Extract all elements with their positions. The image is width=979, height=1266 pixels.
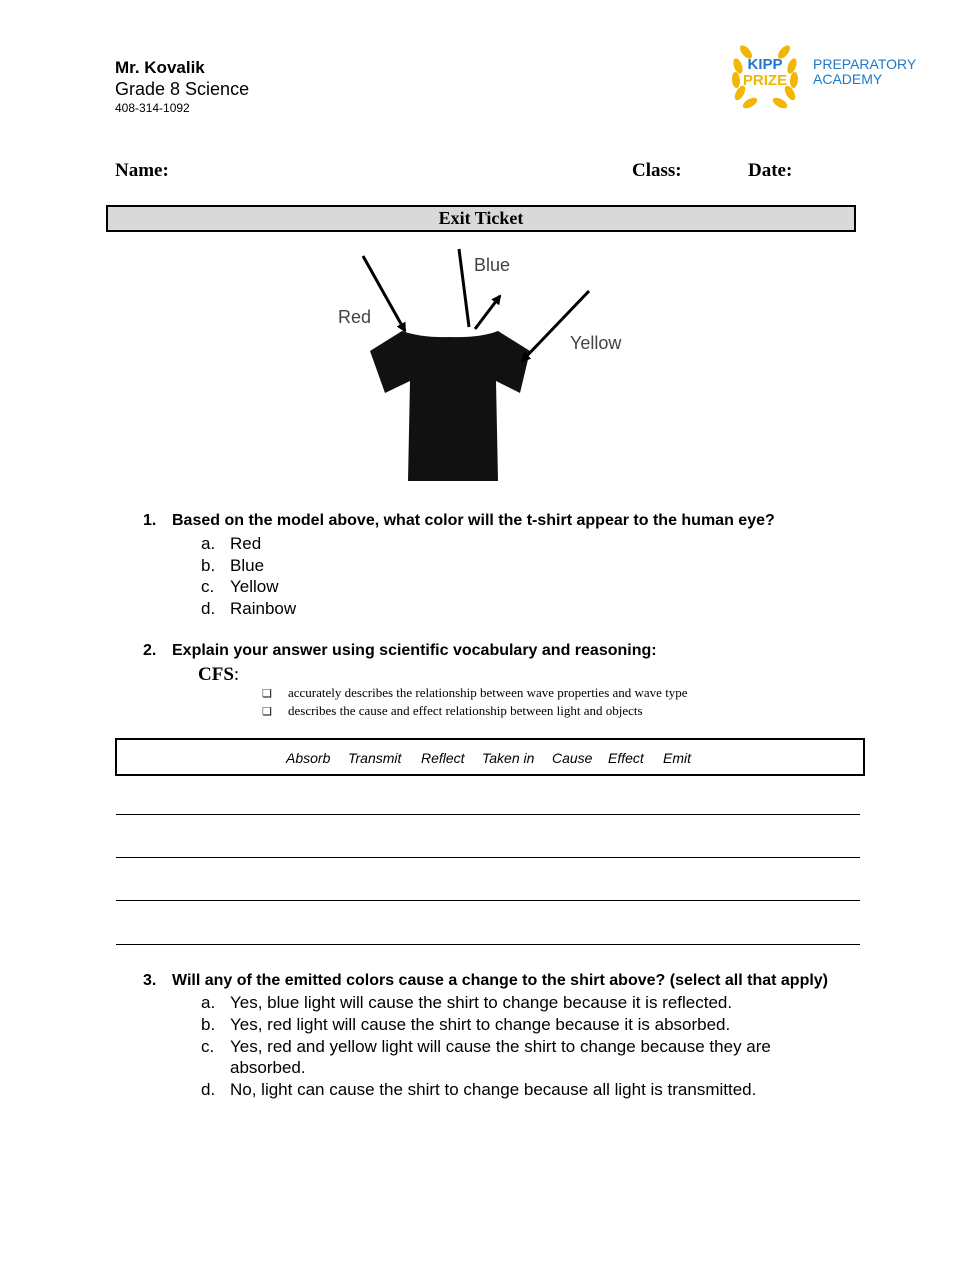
q1-option-text[interactable]: Yellow [230, 577, 279, 596]
class-field-label: Class: [632, 160, 682, 181]
name-field-label: Name: [115, 160, 169, 181]
date-field-label: Date: [748, 160, 793, 181]
q3-number: 3. [143, 972, 157, 989]
blue-light-reflected-arrow [475, 296, 500, 329]
logo-mark-line2: PRIZE [742, 72, 788, 89]
vocabulary-word-bank [115, 738, 865, 776]
cfs-label: CFS: [198, 664, 240, 685]
q1-option-text[interactable]: Blue [230, 556, 265, 575]
course-name: Grade 8 Science [115, 79, 250, 99]
vocab-word: Emit [663, 750, 691, 766]
school-logo [724, 32, 924, 112]
q1-option-letter: a. [201, 534, 216, 553]
q2-number: 2. [143, 642, 157, 659]
teacher-name: Mr. Kovalik [115, 58, 205, 77]
tshirt-shape [370, 331, 530, 481]
label-blue: Blue [474, 255, 511, 275]
logo-text-line2: ACADEMY [813, 71, 883, 87]
q3-option-letter: b. [201, 1015, 216, 1034]
answer-line[interactable] [116, 857, 860, 858]
q1-option-text[interactable]: Rainbow [230, 599, 297, 618]
vocab-word: Transmit [348, 750, 402, 766]
checkbox-icon[interactable]: ❏ [262, 688, 272, 700]
q1-option-letter: c. [201, 577, 215, 596]
q3-option-text-continued[interactable]: absorbed. [230, 1058, 306, 1077]
q1-option-text[interactable]: Red [230, 534, 262, 553]
blue-light-incoming-line [459, 249, 469, 327]
logo-mark-line1: KIPP [747, 56, 783, 73]
vocab-word: Reflect [421, 750, 465, 766]
logo-text-line1: PREPARATORY [813, 56, 917, 72]
answer-line[interactable] [116, 900, 860, 901]
q3-option-letter: a. [201, 993, 216, 1012]
q3-option-letter: d. [201, 1080, 216, 1099]
q3-option-text[interactable]: No, light can cause the shirt to change because all light is transmitted. [230, 1080, 757, 1099]
answer-line[interactable] [116, 814, 860, 815]
q1-option-letter: b. [201, 556, 216, 575]
phone-number: 408-314-1092 [115, 101, 190, 115]
q3-option-text[interactable]: Yes, blue light will cause the shirt to change because it is reflected. [230, 993, 733, 1012]
light-shirt-diagram [330, 243, 660, 488]
vocab-word: Effect [608, 750, 644, 766]
vocab-word: Cause [552, 750, 593, 766]
exit-ticket-title: Exit Ticket [106, 205, 856, 232]
q1-text: Based on the model above, what color will the t-shirt appear to the human eye? [172, 512, 775, 529]
label-red: Red [338, 307, 372, 327]
q3-option-text[interactable]: Yes, red light will cause the shirt to change because it is absorbed. [230, 1015, 731, 1034]
q3-option-letter: c. [201, 1037, 215, 1056]
vocab-word: Taken in [482, 750, 535, 766]
q2-text: Explain your answer using scientific vocabulary and reasoning: [172, 642, 657, 659]
q1-number: 1. [143, 512, 157, 529]
cfs-criterion: describes the cause and effect relationship between light and objects [288, 703, 643, 718]
q1-option-letter: d. [201, 599, 216, 618]
checkbox-icon[interactable]: ❏ [262, 706, 272, 718]
answer-line[interactable] [116, 944, 860, 945]
q3-option-text[interactable]: Yes, red and yellow light will cause the shirt to change because they are [230, 1037, 771, 1056]
q3-text: Will any of the emitted colors cause a change to the shirt above? (select all that apply) [172, 972, 829, 989]
label-yellow: Yellow [570, 333, 622, 353]
cfs-criterion: accurately describes the relationship between wave properties and wave type [288, 685, 688, 700]
vocab-word: Absorb [286, 750, 331, 766]
